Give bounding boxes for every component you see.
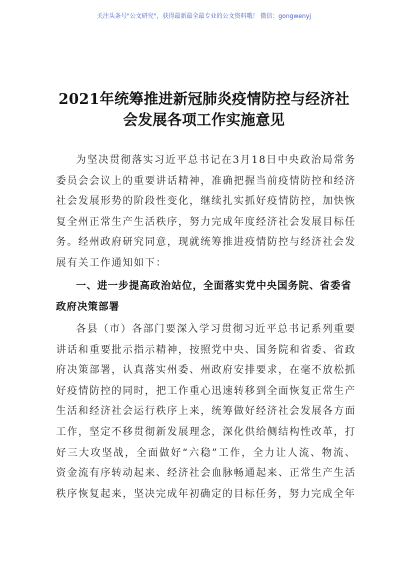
promo-banner: 关注头条号"公文研究"，获得最新最全最专业的公文资料哦！ 微信：gongwenyj (96, 13, 312, 20)
section-heading-1: 一、进一步提高政治站位，全面落实党中央国务院、省委省政府决策部署 (56, 281, 352, 313)
document-title-line-2: 会发展各项工作实施意见 (123, 112, 285, 129)
document-title-line-1: 2021年统筹推进新冠肺炎疫情防控与经济社 (58, 91, 350, 108)
intro-paragraph: 为坚决贯彻落实习近平总书记在3月18日中央政治局常务委员会会议上的重要讲话精神，准确把握当前疫情防控和经济社会发展形势的阶段性变化，继续扎实抓好疫情防控，加快恢复全州正常生产生活秩序，努力完成年度经济社会发展目标任务。经州政府研究同意，现就统筹推进疫情防控与经济社会发展有关工作通知如下： (56, 155, 356, 269)
section-1-paragraph: 各县（市）各部门要深入学习贯彻习近平总书记系列重要讲话和重要批示指示精神，按照党中央、国务院和省委、省政府决策部署，认真落实州委、州政府安排要求，在毫不放松抓好疫情防控的同时，把工作重心迅速转移到全面恢复正常生产生活和经济社会运行秩序上来，统筹做好经济社会发展各方面工作，坚定不移贯彻新发展理念，深化供给侧结构性改革，打好三大攻坚战，全面做好“六稳”工作，全力让人流、物流、资金流有序转动起来、经济社会血脉畅通起来、正常生产生活秩序恢复起来，坚决完成年初确定的目标任务，努力完成全年 (56, 324, 356, 500)
